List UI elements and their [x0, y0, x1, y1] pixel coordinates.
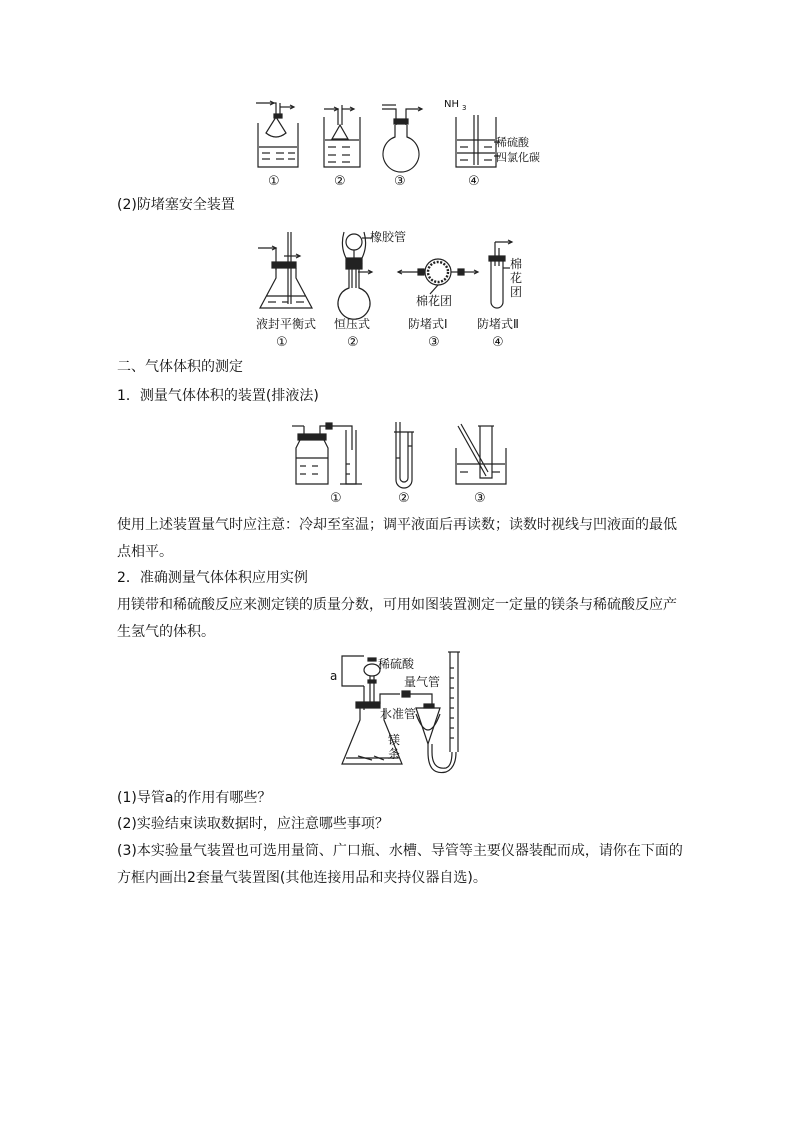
- question-1: (1)导管a的作用有哪些？: [117, 790, 272, 806]
- figure-anti-clog: [248, 222, 548, 350]
- label-mg-strip-2: 条: [388, 747, 401, 761]
- label-mg-strip-1: 镁: [388, 733, 401, 747]
- fig1-num-4: ④: [468, 174, 480, 189]
- label-cotton-v3: 团: [510, 285, 523, 299]
- question-2: (2)实验结束读取数据时，应注意哪些事项？: [117, 816, 389, 832]
- device-anti-clog-2: [489, 240, 512, 308]
- label-cotton-v2: 花: [510, 271, 523, 285]
- label-rubber-tube: 橡胶管: [370, 230, 407, 244]
- device-ccl4-layer: [456, 115, 500, 167]
- fig2-num-1: ①: [276, 335, 288, 350]
- section-2-title: (2)防堵塞安全装置: [117, 197, 235, 213]
- label-ccl4: 四氯化碳: [496, 151, 540, 164]
- fig1-num-3: ③: [394, 174, 406, 189]
- device-inverted-funnel: [256, 101, 298, 167]
- fig3-num-1: ①: [330, 491, 342, 506]
- label-tube-a: a: [330, 669, 338, 683]
- label-dilute-acid-2: 稀硫酸: [378, 657, 415, 671]
- caption-constant-pressure: 恒压式: [334, 317, 371, 331]
- figure-gas-volume-devices: [290, 418, 530, 508]
- device-trough-cylinder: [456, 424, 506, 484]
- fig3-num-3: ③: [474, 491, 486, 506]
- measurement-note: 使用上述装置量气时应注意：冷却至室温；调平液面后再读数；读数时视线与凹液面的最低点相平。: [117, 517, 677, 560]
- caption-liquid-seal: 液封平衡式: [256, 317, 317, 331]
- subsection-1-heading: 1．测量气体体积的装置(排液法): [117, 388, 319, 404]
- fig2-num-3: ③: [428, 335, 440, 350]
- device-constant-pressure: [338, 232, 372, 319]
- caption-anti-clog-2: 防堵式Ⅱ: [477, 317, 519, 331]
- label-cotton-ball: 棉花团: [416, 294, 453, 308]
- device-flask-buffer: [382, 105, 422, 172]
- figure-anti-suckback: [240, 95, 570, 190]
- example-paragraph: 用镁带和稀硫酸反应来测定镁的质量分数，可用如图装置测定一定量的镁条与稀硫酸反应产生氢气的体积。: [117, 597, 677, 640]
- fig1-num-2: ②: [334, 174, 346, 189]
- label-level-tube: 水准管: [380, 707, 417, 721]
- nh3-subscript: 3: [462, 104, 467, 112]
- label-cotton-v1: 棉: [510, 257, 523, 271]
- figure-mg-apparatus: [328, 648, 476, 780]
- part-2-heading: 二、气体体积的测定: [117, 359, 243, 375]
- label-gas-burette: 量气管: [404, 675, 441, 689]
- caption-anti-clog-1: 防堵式Ⅰ: [408, 317, 448, 331]
- fig2-num-4: ④: [492, 335, 504, 350]
- device-bottle-cylinder: [292, 423, 362, 484]
- fig3-num-2: ②: [398, 491, 410, 506]
- fig2-num-2: ②: [347, 335, 359, 350]
- device-u-tube: [394, 422, 414, 488]
- device-funnel-surface: [324, 105, 360, 167]
- nh3-label: NH: [444, 99, 459, 110]
- subsection-2-heading: 2．准确测量气体体积应用实例: [117, 570, 308, 586]
- fig1-num-1: ①: [268, 174, 280, 189]
- label-dilute-acid: 稀硫酸: [496, 136, 529, 149]
- question-3: (3)本实验量气装置也可选用量筒、广口瓶、水槽、导管等主要仪器装配而成，请你在下面的方框内画出2套量气装置图(其他连接用品和夹持仪器自选)。: [117, 843, 683, 886]
- device-anti-clog-1: [398, 259, 478, 294]
- device-liquid-seal: [258, 232, 312, 308]
